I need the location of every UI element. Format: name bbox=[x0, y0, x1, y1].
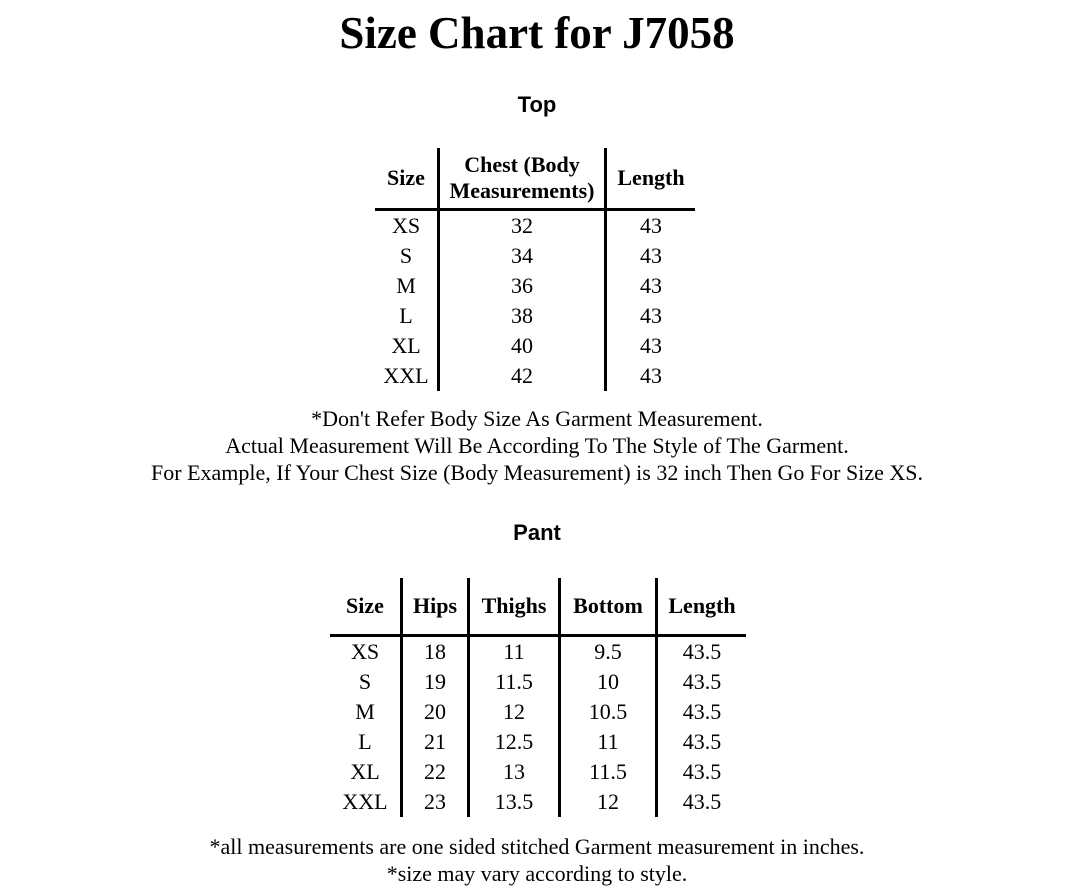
table-cell: 23 bbox=[402, 787, 469, 817]
top-notes bbox=[0, 405, 1074, 486]
table-cell: 43.5 bbox=[657, 636, 747, 668]
table-row bbox=[375, 361, 695, 391]
column-header-length: Length bbox=[657, 578, 747, 636]
table-cell: S bbox=[358, 669, 372, 694]
table-cell: M bbox=[396, 273, 416, 298]
table-cell: 10.5 bbox=[560, 697, 657, 727]
top-section-title: Top bbox=[517, 92, 557, 117]
table-row bbox=[375, 271, 695, 301]
table-row bbox=[330, 697, 746, 727]
table-cell: S bbox=[399, 243, 413, 268]
table-cell: 20 bbox=[402, 697, 469, 727]
table-cell: 34 bbox=[439, 241, 606, 271]
table-row bbox=[375, 241, 695, 271]
pant-section-title: Pant bbox=[513, 520, 561, 545]
table-row bbox=[330, 667, 746, 697]
table-cell: 11 bbox=[469, 636, 560, 668]
table-row bbox=[330, 727, 746, 757]
table-cell: 9.5 bbox=[560, 636, 657, 668]
column-header-thighs: Thighs bbox=[469, 578, 560, 636]
table-cell: 10 bbox=[560, 667, 657, 697]
table-cell: 38 bbox=[439, 301, 606, 331]
table-cell: 12 bbox=[560, 787, 657, 817]
table-cell: L bbox=[399, 303, 413, 328]
table-cell: 21 bbox=[402, 727, 469, 757]
column-header-bottom: Bottom bbox=[560, 578, 657, 636]
pant-table-body bbox=[330, 636, 746, 818]
table-cell: XS bbox=[350, 639, 380, 664]
table-row bbox=[330, 787, 746, 817]
table-cell: 43.5 bbox=[657, 757, 747, 787]
table-cell: 43.5 bbox=[657, 727, 747, 757]
table-row bbox=[375, 301, 695, 331]
top-table-body bbox=[375, 210, 695, 392]
table-cell: 43 bbox=[606, 331, 696, 361]
table-cell: M bbox=[355, 699, 375, 724]
table-cell: 43.5 bbox=[657, 697, 747, 727]
table-row bbox=[375, 331, 695, 361]
table-cell: 43 bbox=[606, 361, 696, 391]
column-header-hips: Hips bbox=[402, 578, 469, 636]
column-header-length: Length bbox=[606, 148, 696, 210]
top-size-table bbox=[375, 148, 695, 391]
table-cell: 19 bbox=[402, 667, 469, 697]
note-line: *size may vary according to style. bbox=[386, 861, 688, 886]
table-cell: 11.5 bbox=[560, 757, 657, 787]
table-cell: 12.5 bbox=[469, 727, 560, 757]
table-cell: XXL bbox=[342, 789, 388, 814]
table-row bbox=[375, 210, 695, 242]
table-cell: 22 bbox=[402, 757, 469, 787]
table-row bbox=[330, 757, 746, 787]
table-cell: 18 bbox=[402, 636, 469, 668]
column-header-size: Size bbox=[375, 148, 439, 210]
pant-notes bbox=[0, 833, 1074, 887]
table-header-row bbox=[330, 578, 746, 636]
table-cell: 11.5 bbox=[469, 667, 560, 697]
table-cell: XL bbox=[350, 759, 380, 784]
table-cell: XL bbox=[391, 333, 421, 358]
column-header-size: Size bbox=[330, 578, 402, 636]
table-cell: 43.5 bbox=[657, 787, 747, 817]
table-cell: 40 bbox=[439, 331, 606, 361]
page-title: Size Chart for J7058 bbox=[339, 8, 735, 58]
table-cell: 43 bbox=[606, 241, 696, 271]
table-header-row bbox=[375, 148, 695, 210]
table-cell: 43 bbox=[606, 271, 696, 301]
table-cell: 43 bbox=[606, 301, 696, 331]
table-cell: 42 bbox=[439, 361, 606, 391]
note-line: *Don't Refer Body Size As Garment Measurement. bbox=[311, 406, 763, 431]
table-row bbox=[330, 636, 746, 668]
table-cell: 12 bbox=[469, 697, 560, 727]
column-header-chest: Chest (Body Measurements) bbox=[439, 148, 606, 210]
table-cell: 13 bbox=[469, 757, 560, 787]
table-cell: 11 bbox=[560, 727, 657, 757]
table-cell: L bbox=[358, 729, 372, 754]
note-line: *all measurements are one sided stitched Garment measurement in inches. bbox=[209, 834, 865, 859]
table-cell: 36 bbox=[439, 271, 606, 301]
table-cell: 43.5 bbox=[657, 667, 747, 697]
note-line: For Example, If Your Chest Size (Body Measurement) is 32 inch Then Go For Size XS. bbox=[151, 460, 923, 485]
pant-size-table bbox=[330, 578, 746, 817]
table-cell: XXL bbox=[383, 363, 429, 388]
table-cell: 13.5 bbox=[469, 787, 560, 817]
note-line: Actual Measurement Will Be According To The Style of The Garment. bbox=[225, 433, 849, 458]
table-cell: 43 bbox=[606, 210, 696, 242]
table-cell: XS bbox=[391, 213, 421, 238]
table-cell: 32 bbox=[439, 210, 606, 242]
